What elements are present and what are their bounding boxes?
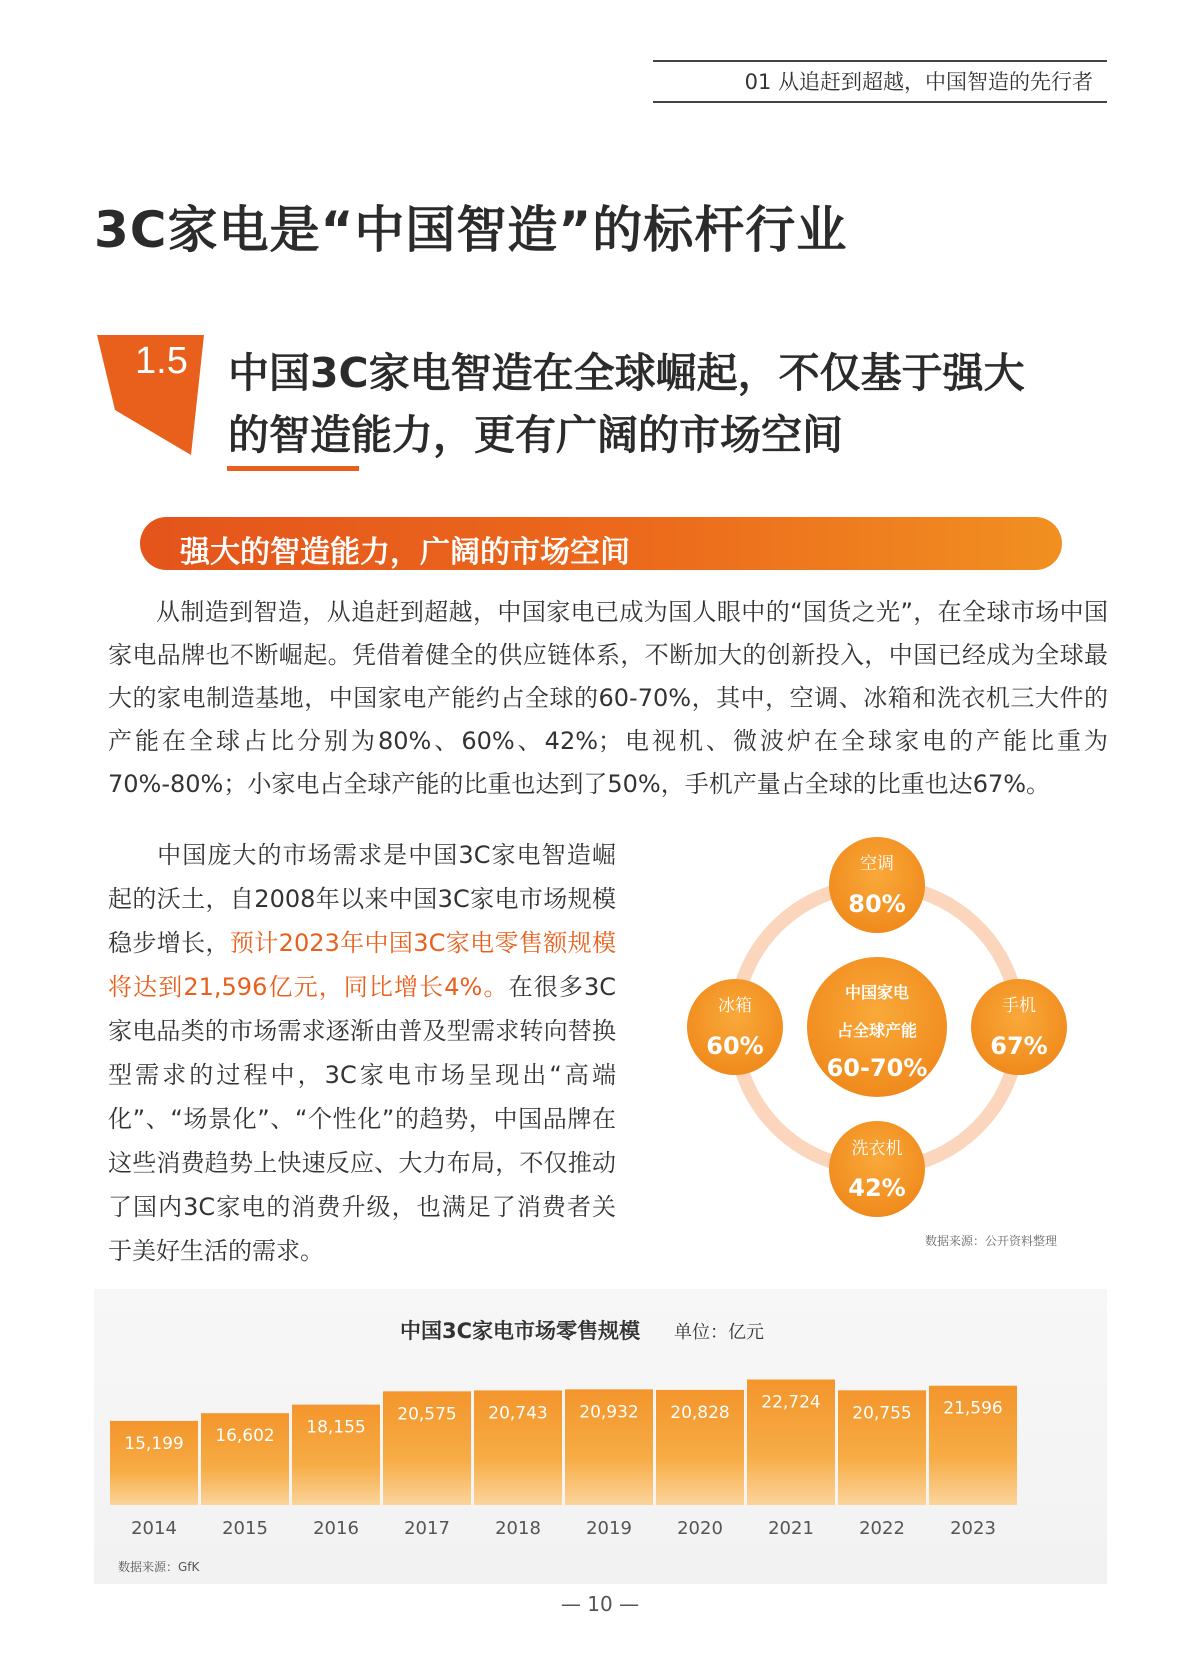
x-tick-label-2019: 2019	[586, 1518, 632, 1539]
section-heading	[228, 342, 1108, 466]
page-number: — 10 —	[560, 1592, 640, 1616]
diagram-node-ac-label: 空调	[860, 854, 894, 874]
diagram-center-value: 60-70%	[826, 1054, 928, 1082]
x-tick-label-2014: 2014	[131, 1518, 177, 1539]
page-title: 3C家电是“中国智造”的标杆行业	[94, 201, 848, 259]
bar-value-label-2015: 16,602	[215, 1426, 275, 1447]
x-tick-label-2016: 2016	[313, 1518, 359, 1539]
x-tick-label-2021: 2021	[768, 1518, 814, 1539]
header-rule-bottom	[653, 101, 1107, 103]
bar-value-label-2019: 20,932	[579, 1402, 639, 1423]
bar-value-label-2020: 20,828	[670, 1402, 730, 1423]
diagram-center-line1: 中国家电	[844, 983, 910, 1002]
diagram-node-washer-label: 洗衣机	[851, 1139, 903, 1159]
diagram-node-washer-value: 42%	[848, 1174, 906, 1202]
diagram-node-fridge	[687, 979, 783, 1075]
section-heading-line1: 中国3C家电智造在全球崛起，不仅基于强大	[228, 349, 1025, 397]
chart-title: 中国3C家电市场零售规模	[400, 1319, 641, 1343]
bar-value-label-2023: 21,596	[943, 1398, 1003, 1419]
x-tick-label-2017: 2017	[404, 1518, 450, 1539]
diagram-node-washer	[829, 1121, 925, 1217]
diagram-node-ac-value: 80%	[848, 890, 906, 918]
x-tick-label-2022: 2022	[859, 1518, 905, 1539]
diagram-node-fridge-label: 冰箱	[718, 996, 752, 1016]
diagram-node-phone-value: 67%	[990, 1032, 1048, 1060]
section-number: 1.5	[135, 340, 188, 382]
x-tick-label-2018: 2018	[495, 1518, 541, 1539]
diagram-source: 数据来源：公开资料整理	[925, 1234, 1058, 1248]
paragraph-1	[108, 591, 1108, 806]
x-tick-label-2020: 2020	[677, 1518, 723, 1539]
bar-value-label-2016: 18,155	[306, 1417, 366, 1438]
diagram-node-phone-label: 手机	[1002, 996, 1036, 1016]
subsection-banner-text: 强大的智造能力，广阔的市场空间	[180, 535, 630, 570]
capacity-diagram	[676, 830, 1096, 1250]
running-header: 01 从追赶到超越，中国智造的先行者	[744, 70, 1093, 94]
bar-value-label-2021: 22,724	[761, 1392, 821, 1413]
section-heading-line2: 的智造能力，更有广阔的市场空间	[228, 411, 843, 459]
paragraph-2	[108, 833, 616, 1273]
paragraph-2-text: 中国庞大的市场需求是中国3C家电智造崛起的沃土，自2008年以来中国3C家电市场规模稳步增长，	[108, 841, 616, 957]
paragraph-1-text: 从制造到智造，从追赶到超越，中国家电已成为国人眼中的“国货之光”，在全球市场中国家电品牌也不断崛起。凭借着健全的供应链体系，不断加大的创新投入，中国已经成为全球最大的家电制造基地，中国家电产能约占全球的60-70%，其中，空调、冰箱和洗衣机三大件的产能在全球占比分别为80%、60%、42%；电视机、微波炉在全球家电的产能比重为70%-80%；小家电占全球产能的比重也达到了50%，手机产量占全球的比重也达67%。	[108, 598, 1108, 798]
x-tick-label-2023: 2023	[950, 1518, 996, 1539]
bar-value-label-2014: 15,199	[124, 1433, 184, 1454]
header-rule-top	[653, 60, 1107, 62]
bar-value-label-2017: 20,575	[397, 1404, 457, 1425]
chart-source: 数据来源：GfK	[118, 1560, 200, 1574]
diagram-node-fridge-value: 60%	[706, 1032, 764, 1060]
bar-value-label-2018: 20,743	[488, 1403, 548, 1424]
paragraph-2-highlight: 预计2023年中国3C家电零售额规模将达到21,596亿元，同比增长4%。	[108, 929, 617, 1001]
chart-unit: 单位：亿元	[674, 1322, 764, 1343]
paragraph-2-text-end: 在很多3C家电品类的市场需求逐渐由普及型需求转向替换型需求的过程中，3C家电市场呈现出“高端化”、“场景化”、“个性化”的趋势，中国品牌在这些消费趋势上快速反应、大力布局，不仅推动了国内3C家电的消费升级，也满足了消费者关于美好生活的需求。	[108, 973, 616, 1265]
retail-scale-bar-chart	[94, 1370, 1107, 1540]
bar-value-label-2022: 20,755	[852, 1403, 912, 1424]
section-heading-underline	[227, 466, 359, 471]
diagram-node-phone	[971, 979, 1067, 1075]
diagram-center-line2: 占全球产能	[836, 1021, 918, 1040]
x-tick-label-2015: 2015	[222, 1518, 268, 1539]
diagram-node-ac	[829, 837, 925, 933]
